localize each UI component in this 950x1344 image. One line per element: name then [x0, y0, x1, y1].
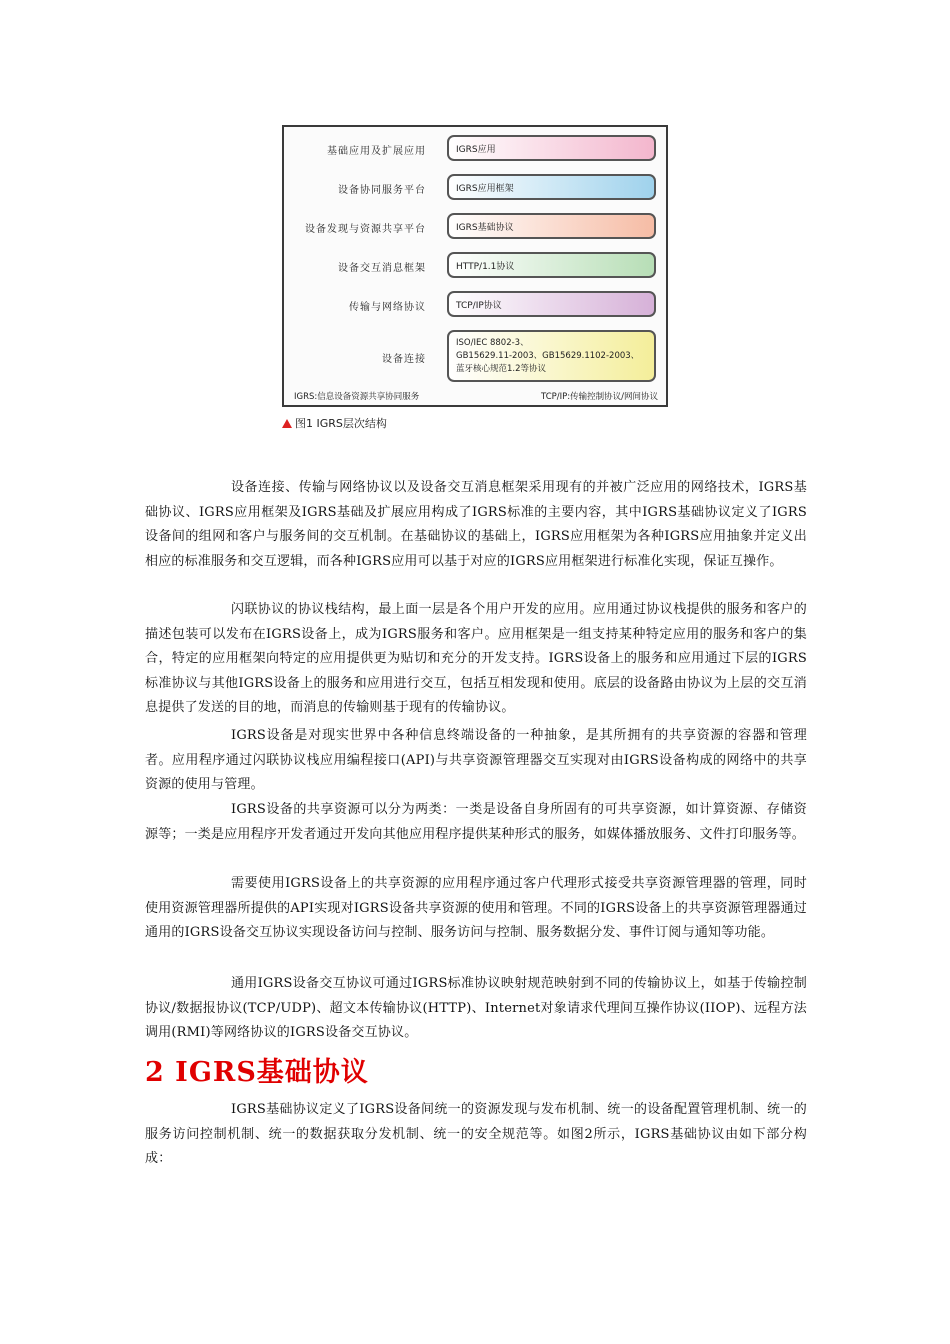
- caption-text: 图1 IGRS层次结构: [295, 417, 387, 430]
- layer-box: IGRS应用: [447, 135, 656, 161]
- section-heading: 2 IGRS基础协议: [145, 1057, 369, 1088]
- layer-label: 设备连接: [382, 354, 426, 365]
- paragraph: 需要使用IGRS设备上的共享资源的应用程序通过客户代理形式接受共享资源管理器的管理，同时使用资源管理器所提供的API实现对IGRS设备共享资源的使用和管理。不同的IGRS设备上的共享资源管理器通过通用的IGRS设备交互协议实现设备访问与控制、服务访问与控制、服务数据分发、事件订阅与通知等功能。: [145, 876, 807, 940]
- box-line: 蓝牙核心规范1.2等协议: [456, 363, 547, 374]
- layer-row: [284, 213, 666, 239]
- layer-row: [284, 291, 666, 317]
- layer-label: 设备交互消息框架: [338, 263, 426, 274]
- paragraph: IGRS基础协议定义了IGRS设备间统一的资源发现与发布机制、统一的设备配置管理机制、统一的服务访问控制机制、统一的数据获取分发机制、统一的安全规范等。如图2所示，IGRS基础协议由如下部分构成：: [145, 1102, 807, 1166]
- triangle-icon: [282, 419, 292, 428]
- layer-label: 设备发现与资源共享平台: [305, 224, 426, 235]
- paragraph: 设备连接、传输与网络协议以及设备交互消息框架采用现有的并被广泛应用的网络技术，IGRS基础协议、IGRS应用框架及IGRS基础及扩展应用构成了IGRS标准的主要内容，其中IGRS基础协议定义了IGRS设备间的组网和客户与服务间的交互机制。在基础协议的基础上，IGRS应用框架为各种IGRS应用抽象并定义出相应的标准服务和交互逻辑，而各种IGRS应用可以基于对应的IGRS应用框架进行标准化实现，保证互操作。: [145, 480, 807, 569]
- figure-caption: [282, 415, 387, 431]
- paragraph: IGRS设备的共享资源可以分为两类：一类是设备自身所固有的可共享资源，如计算资源、存储资源等；一类是应用程序开发者通过开发向其他应用程序提供某种形式的服务，如媒体播放服务、文件打印服务等。: [145, 802, 807, 842]
- paragraph: IGRS设备是对现实世界中各种信息终端设备的一种抽象，是其所拥有的共享资源的容器和管理者。应用程序通过闪联协议栈应用编程接口(API)与共享资源管理器交互实现对由IGRS设备构成的网络中的共享资源的使用与管理。: [145, 728, 807, 792]
- paragraph: 通用IGRS设备交互协议可通过IGRS标准协议映射规范映射到不同的传输协议上，如基于传输控制协议/数据报协议(TCP/UDP)、超文本传输协议(HTTP)、Internet对象请求代理间互操作协议(IIOP)、远程方法调用(RMI)等网络协议的IGRS设备交互协议。: [145, 976, 807, 1040]
- legend-igrs: IGRS:信息设备资源共享协同服务: [294, 392, 420, 402]
- box-line: GB15629.11-2003、GB15629.1102-2003、: [456, 350, 640, 361]
- layer-label: 基础应用及扩展应用: [327, 146, 426, 157]
- layer-label: 传输与网络协议: [349, 302, 426, 313]
- layer-row: [284, 174, 666, 200]
- layer-row: [284, 252, 666, 278]
- layer-label: 设备协同服务平台: [338, 185, 426, 196]
- legend-tcpip: TCP/IP:传输控制协议/网间协议: [541, 392, 658, 402]
- figure-legend: [294, 390, 658, 402]
- layer-row: [284, 135, 666, 161]
- layer-row: [284, 330, 666, 382]
- layer-box: HTTP/1.1协议: [447, 252, 656, 278]
- igrs-layer-diagram: [282, 125, 668, 407]
- paragraph: 闪联协议的协议栈结构，最上面一层是各个用户开发的应用。应用通过协议栈提供的服务和客户的描述包装可以发布在IGRS设备上，成为IGRS服务和客户。应用框架是一组支持某种特定应用的服务和客户的集合，特定的应用框架向特定的应用提供更为贴切和充分的开发支持。IGRS设备上的服务和应用通过下层的IGRS标准协议与其他IGRS设备上的服务和应用进行交互，包括互相发现和使用。底层的设备路由协议为上层的交互消息提供了发送的目的地，而消息的传输则基于现有的传输协议。: [145, 602, 807, 715]
- layer-box: TCP/IP协议: [447, 291, 656, 317]
- layer-box: IGRS基础协议: [447, 213, 656, 239]
- layer-box: [447, 330, 656, 382]
- box-line: ISO/IEC 8802-3、: [456, 337, 529, 348]
- layer-box: IGRS应用框架: [447, 174, 656, 200]
